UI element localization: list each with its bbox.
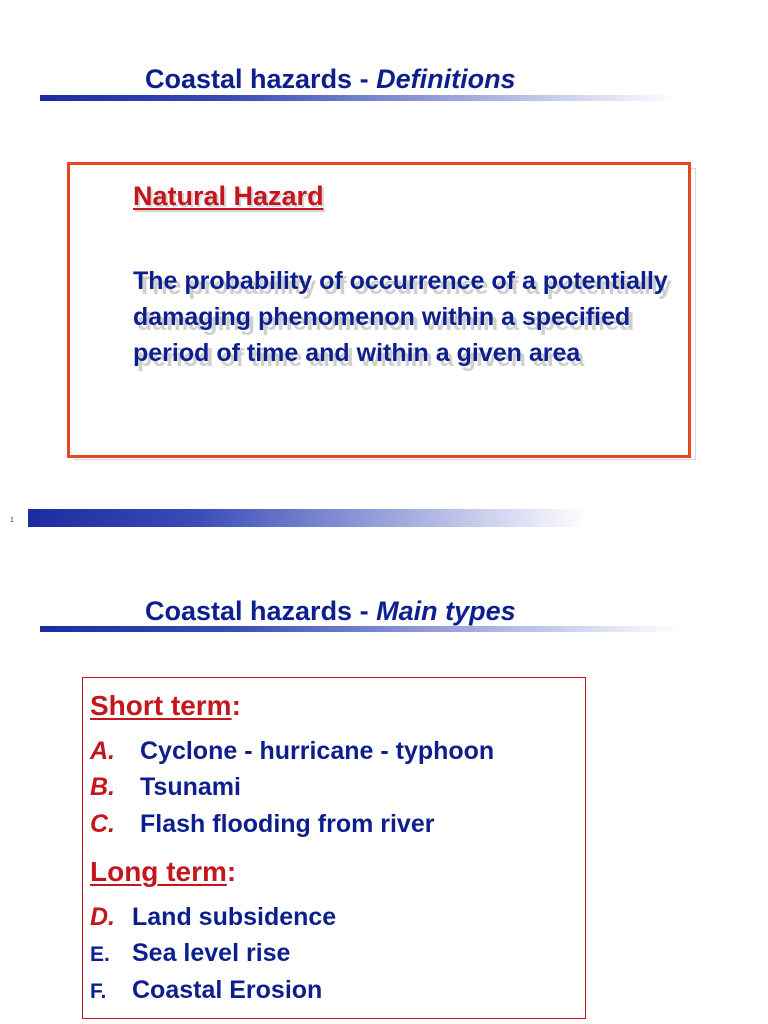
list-item: [90, 773, 241, 802]
item-text: Coastal Erosion: [132, 976, 323, 1004]
title-prefix: Coastal hazards -: [145, 596, 377, 626]
list-item: [90, 976, 322, 1005]
list-item: [90, 810, 434, 839]
slide-main-types: [0, 540, 768, 1024]
slide-title: [145, 596, 516, 627]
title-underline-bar: [40, 626, 680, 632]
short-term-label: Short term: [90, 690, 232, 721]
definition-term: Natural Hazard: [133, 181, 324, 211]
definition-text: The probability of occurrence of a potentially damaging phenomenon within a specified period of time and within a given area: [133, 267, 668, 367]
item-letter: B.: [90, 773, 115, 801]
short-term-heading: [90, 690, 241, 722]
list-item: [90, 903, 336, 932]
item-letter: A.: [90, 737, 115, 765]
item-letter: C.: [90, 810, 115, 838]
long-term-heading: [90, 856, 236, 888]
title-prefix: Coastal hazards -: [145, 64, 377, 94]
item-text: Sea level rise: [132, 939, 291, 967]
item-text: Land subsidence: [132, 903, 337, 931]
item-letter: D.: [90, 903, 115, 931]
item-text: Tsunami: [140, 773, 241, 801]
item-letter: F.: [90, 980, 107, 1003]
heading-colon: :: [226, 856, 237, 887]
list-item: [90, 737, 494, 766]
slide-title: [145, 64, 516, 95]
title-underline-bar: [40, 95, 680, 101]
slide-divider-bar: [28, 509, 588, 527]
item-text: Cyclone - hurricane - typhoon: [140, 737, 495, 765]
title-emphasis: Definitions: [376, 64, 516, 94]
long-term-label: Long term: [90, 856, 227, 887]
item-text: Flash flooding from river: [140, 810, 435, 838]
list-item: [90, 939, 290, 968]
heading-colon: :: [231, 690, 241, 721]
page-number: 1: [10, 517, 14, 524]
title-emphasis: Main types: [376, 596, 516, 626]
item-letter: E.: [90, 943, 110, 966]
